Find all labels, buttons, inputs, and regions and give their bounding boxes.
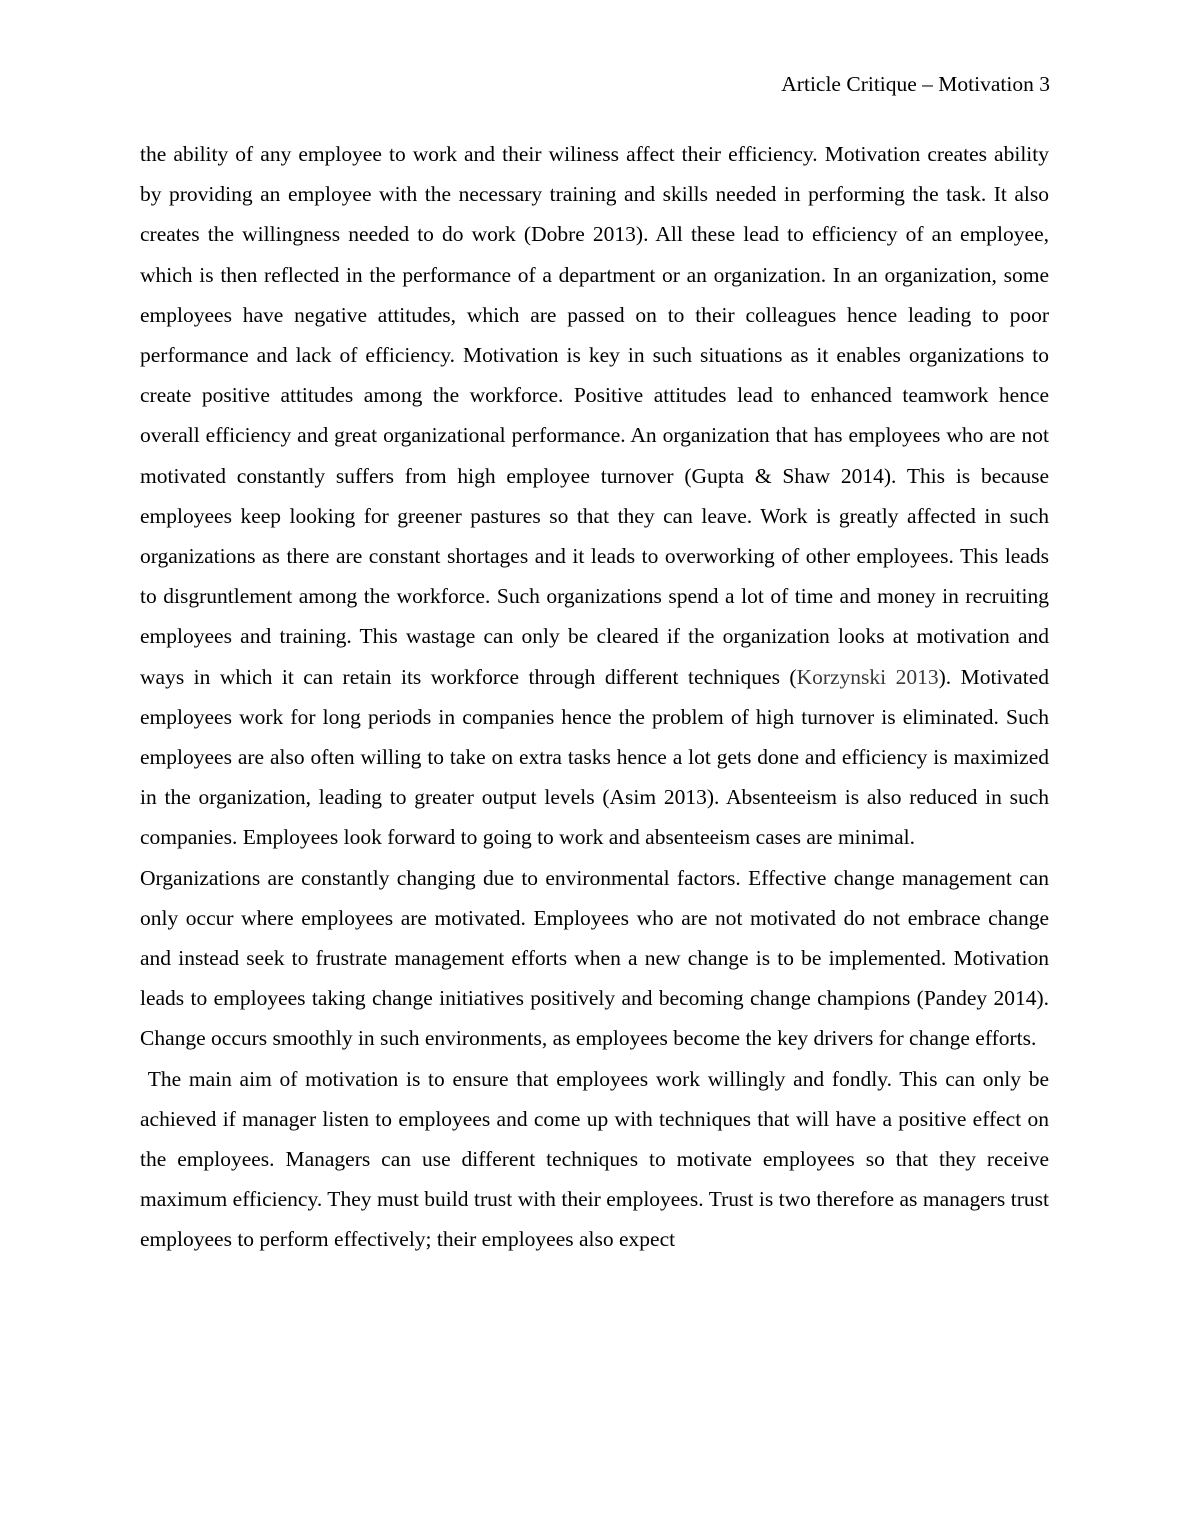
running-head: Article Critique – Motivation 3 — [781, 72, 1050, 96]
paragraph-3: The main aim of motivation is to ensure that employees work willingly and fondly. This can only be achieved if manager listen to employees and come up with techniques that will have a positive effect on the employees. Managers can use different techniques to motivate employees so that they receive maximum efficiency. They must build trust with their employees. Trust is two therefore as managers trust employees to perform effectively; their employees also expect — [140, 1066, 1055, 1252]
citation-korzynski: Korzynski 2013 — [796, 664, 939, 689]
paragraph-2: Organizations are constantly changing due to environmental factors. Effective change management can only occur where employees are motivated. Employees who are not motivated do not embrace change and instead seek to frustrate management efforts when a new change is to be implemented. Motivation leads to employees taking change initiatives positively and becoming change champions (Pandey 2014). Change occurs smoothly in such environments, as employees become the key drivers for change efforts. — [140, 865, 1049, 1051]
body-text — [140, 134, 1055, 1260]
paragraph-1 — [140, 134, 1049, 858]
paragraph-1-text-end: ). Motivated employees work for long periods in companies hence the problem of high turnover is eliminated. Such employees are also often willing to take on extra tasks hence a lot gets done and efficiency is maximized in the organization, leading to greater output levels (Asim 2013). Absenteeism is also reduced in such companies. Employees look forward to going to work and absenteeism cases are minimal. — [140, 664, 1049, 850]
paragraph-1-text-start: the ability of any employee to work and their wiliness affect their efficiency. Motivation creates ability by providing an employee with the necessary training and skills needed in performing the task. It also creates the willingness needed to do work (Dobre 2013). All these lead to efficiency of an employee, which is then reflected in the performance of a department or an organization. In an organization, some employees have negative attitudes, which are passed on to their colleagues hence leading to poor performance and lack of efficiency. Motivation is key in such situations as it enables organizations to create positive attitudes among the workforce. Positive attitudes lead to enhanced teamwork hence overall efficiency and great organizational performance. An organization that has employees who are not motivated constantly suffers from high employee turnover (Gupta & Shaw 2014). This is because employees keep looking for greener pastures so that they can leave. Work is greatly affected in such organizations as there are constant shortages and it leads to overworking of other employees. This leads to disgruntlement among the workforce. Such organizations spend a lot of time and money in recruiting employees and training. This wastage can only be cleared if the organization looks at motivation and ways in which it can retain its workforce through different techniques ( — [140, 142, 1049, 689]
